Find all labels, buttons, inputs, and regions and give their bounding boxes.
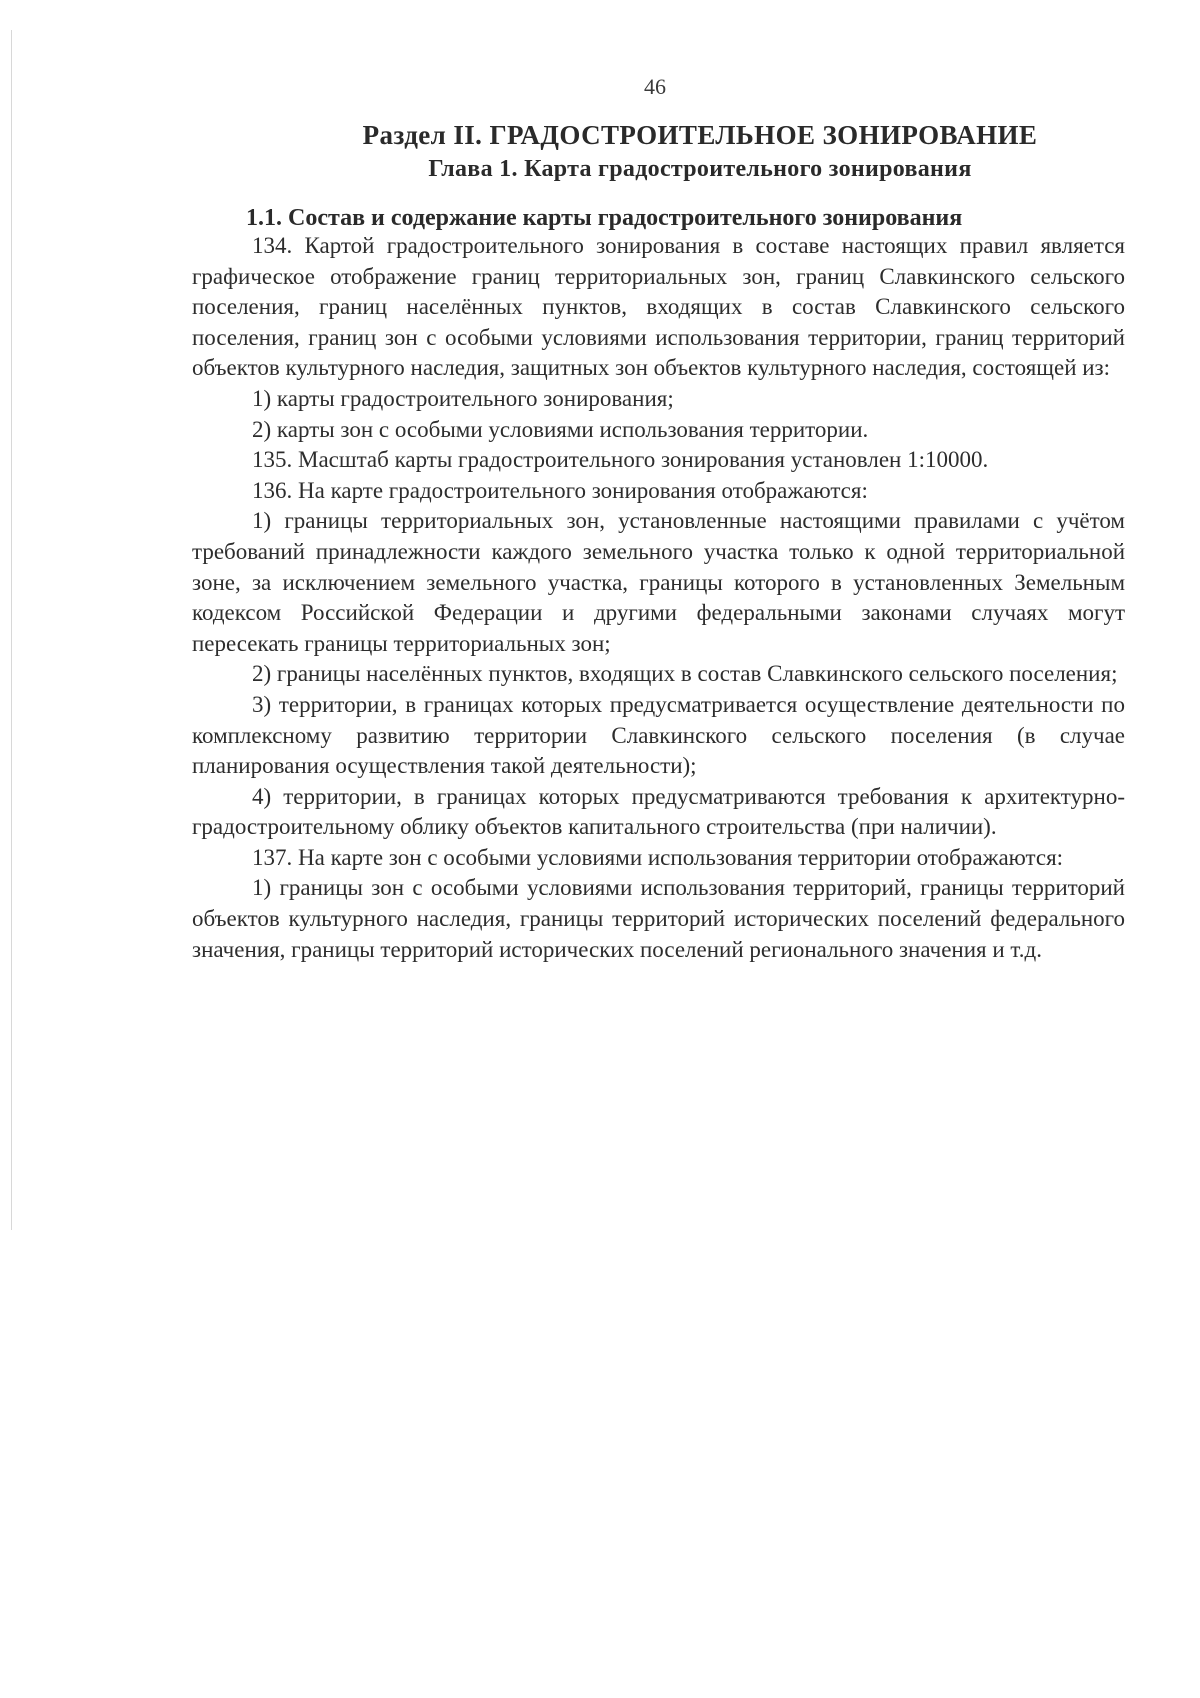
section-title: Раздел II. ГРАДОСТРОИТЕЛЬНОЕ ЗОНИРОВАНИЕ [362,120,1038,150]
list-item-136-4: 4) территории, в границах которых предусматриваются требования к архитектурно-градостроительному облику объектов капитального строительства (при наличии). [192,783,1125,840]
paragraph-134: 134. Картой градостроительного зонирования в составе настоящих правил является графическое отображение границ территориальных зон, границ Славкинского сельского поселения, границ населённых пунктов, входящих в состав Славкинского сельского поселения, границ зон с особыми условиями использования территории, границ территорий объектов культурного наследия, защитных зон объектов культурного наследия, состоящей из: [192,233,1125,381]
body-text [192,231,1125,965]
paragraph-136: 136. На карте градостроительного зонирования отображаются: [252,477,868,503]
list-item-137-1: 1) границы зон с особыми условиями использования территорий, границы территорий объектов культурного наследия, границы территорий исторических поселений федерального значения, границы территорий исторических поселений регионального значения и т.д. [192,875,1125,962]
paragraph-135: 135. Масштаб карты градостроительного зонирования установлен 1:10000. [252,447,989,473]
list-item-136-3: 3) территории, в границах которых предусматривается осуществление деятельности по комплексному развитию территории Славкинского сельского поселения (в случае планирования осуществления такой деятельности); [192,691,1125,779]
list-item-134-2: 2) карты зон с особыми условиями использования территории. [252,416,869,442]
scan-edge-line [11,30,12,1230]
list-item-134-1: 1) карты градостроительного зонирования; [252,385,674,411]
paragraph-137: 137. На карте зон с особыми условиями использования территории отображаются: [252,844,1064,870]
list-item-136-2: 2) границы населённых пунктов, входящих в состав Славкинского сельского поселения; [252,661,1118,687]
title-block [340,118,1060,186]
page-number: 46 [644,74,666,99]
chapter-title: Глава 1. Карта градостроительного зонирования [428,156,972,182]
list-item-136-1: 1) границы территориальных зон, установленные настоящими правилами с учётом требований принадлежности каждого земельного участка только к одной территориальной зоне, за исключением земельного участка, границы которого в установленных Земельным кодексом Российской Федерации и другими федеральными законами случаях могут пересекать границы территориальных зон; [192,508,1125,656]
subsection-title: 1.1. Состав и содержание карты градостроительного зонирования [246,205,963,231]
